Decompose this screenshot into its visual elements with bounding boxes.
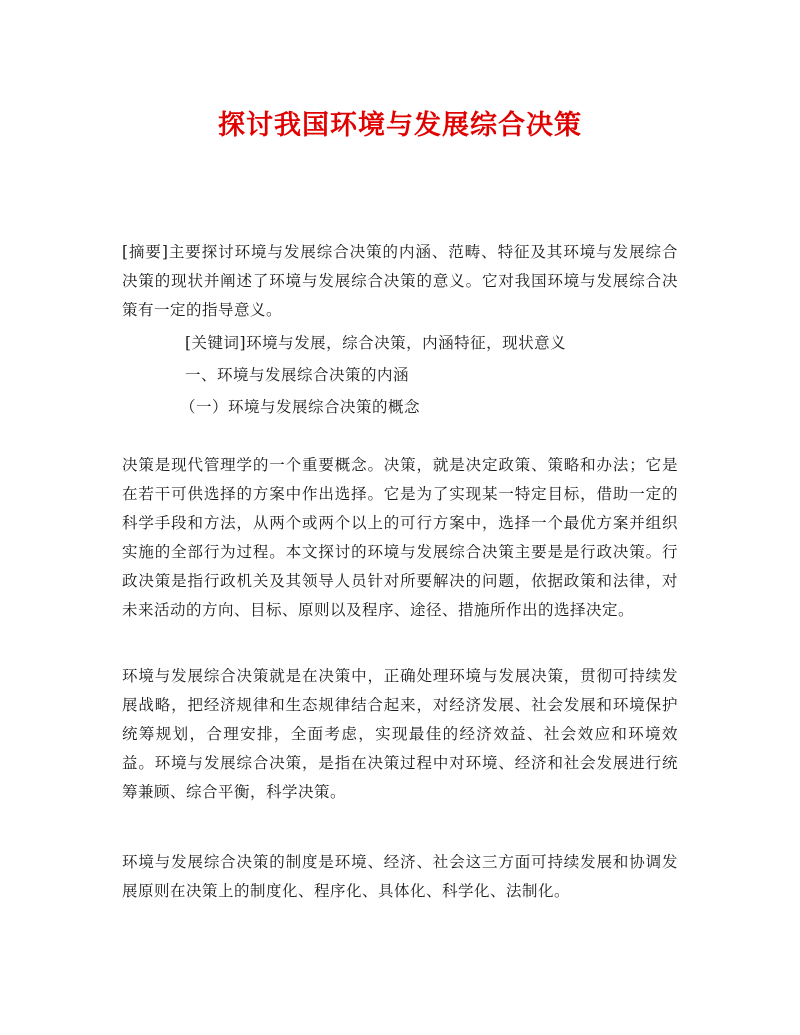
body-paragraph: 环境与发展综合决策就是在决策中，正确处理环境与发展决策，贯彻可持续发展战略，把经济规律和生态规律结合起来，对经济发展、社会发展和环境保护统筹规划，合理安排，全面考虑，实现最佳的经济效益、社会效应和环境效益。环境与发展综合决策，是指在决策过程中对环境、经济和社会发展进行统筹兼顾、综合平衡，科学决策。: [122, 667, 678, 801]
section-heading: 一、环境与发展综合决策的内涵: [185, 366, 410, 384]
keywords-line: [关键词]环境与发展，综合决策，内涵特征，现状意义: [185, 334, 567, 352]
body-paragraph: 环境与发展综合决策的制度是环境、经济、社会这三方面可持续发展和协调发展原则在决策上的制度化、程序化、具体化、科学化、法制化。: [122, 853, 678, 900]
subsection-heading: （一）环境与发展综合决策的概念: [180, 398, 421, 416]
abstract-paragraph: [摘要]主要探讨环境与发展综合决策的内涵、范畴、特征及其环境与发展综合决策的现状并阐述了环境与发展综合决策的意义。它对我国环境与发展综合决策有一定的指导意义。: [122, 243, 678, 319]
body-paragraph: 决策是现代管理学的一个重要概念。决策，就是决定政策、策略和办法；它是在若干可供选择的方案中作出选择。它是为了实现某一特定目标，借助一定的科学手段和方法，从两个或两个以上的可行方案中，选择一个最优方案并组织实施的全部行为过程。本文探讨的环境与发展综合决策主要是是行政决策。行政决策是指行政机关及其领导人员针对所要解决的问题，依据政策和法律，对未来活动的方向、目标、原则以及程序、途径、措施所作出的选择决定。: [122, 456, 678, 619]
document-title: 探讨我国环境与发展综合决策: [218, 110, 582, 141]
